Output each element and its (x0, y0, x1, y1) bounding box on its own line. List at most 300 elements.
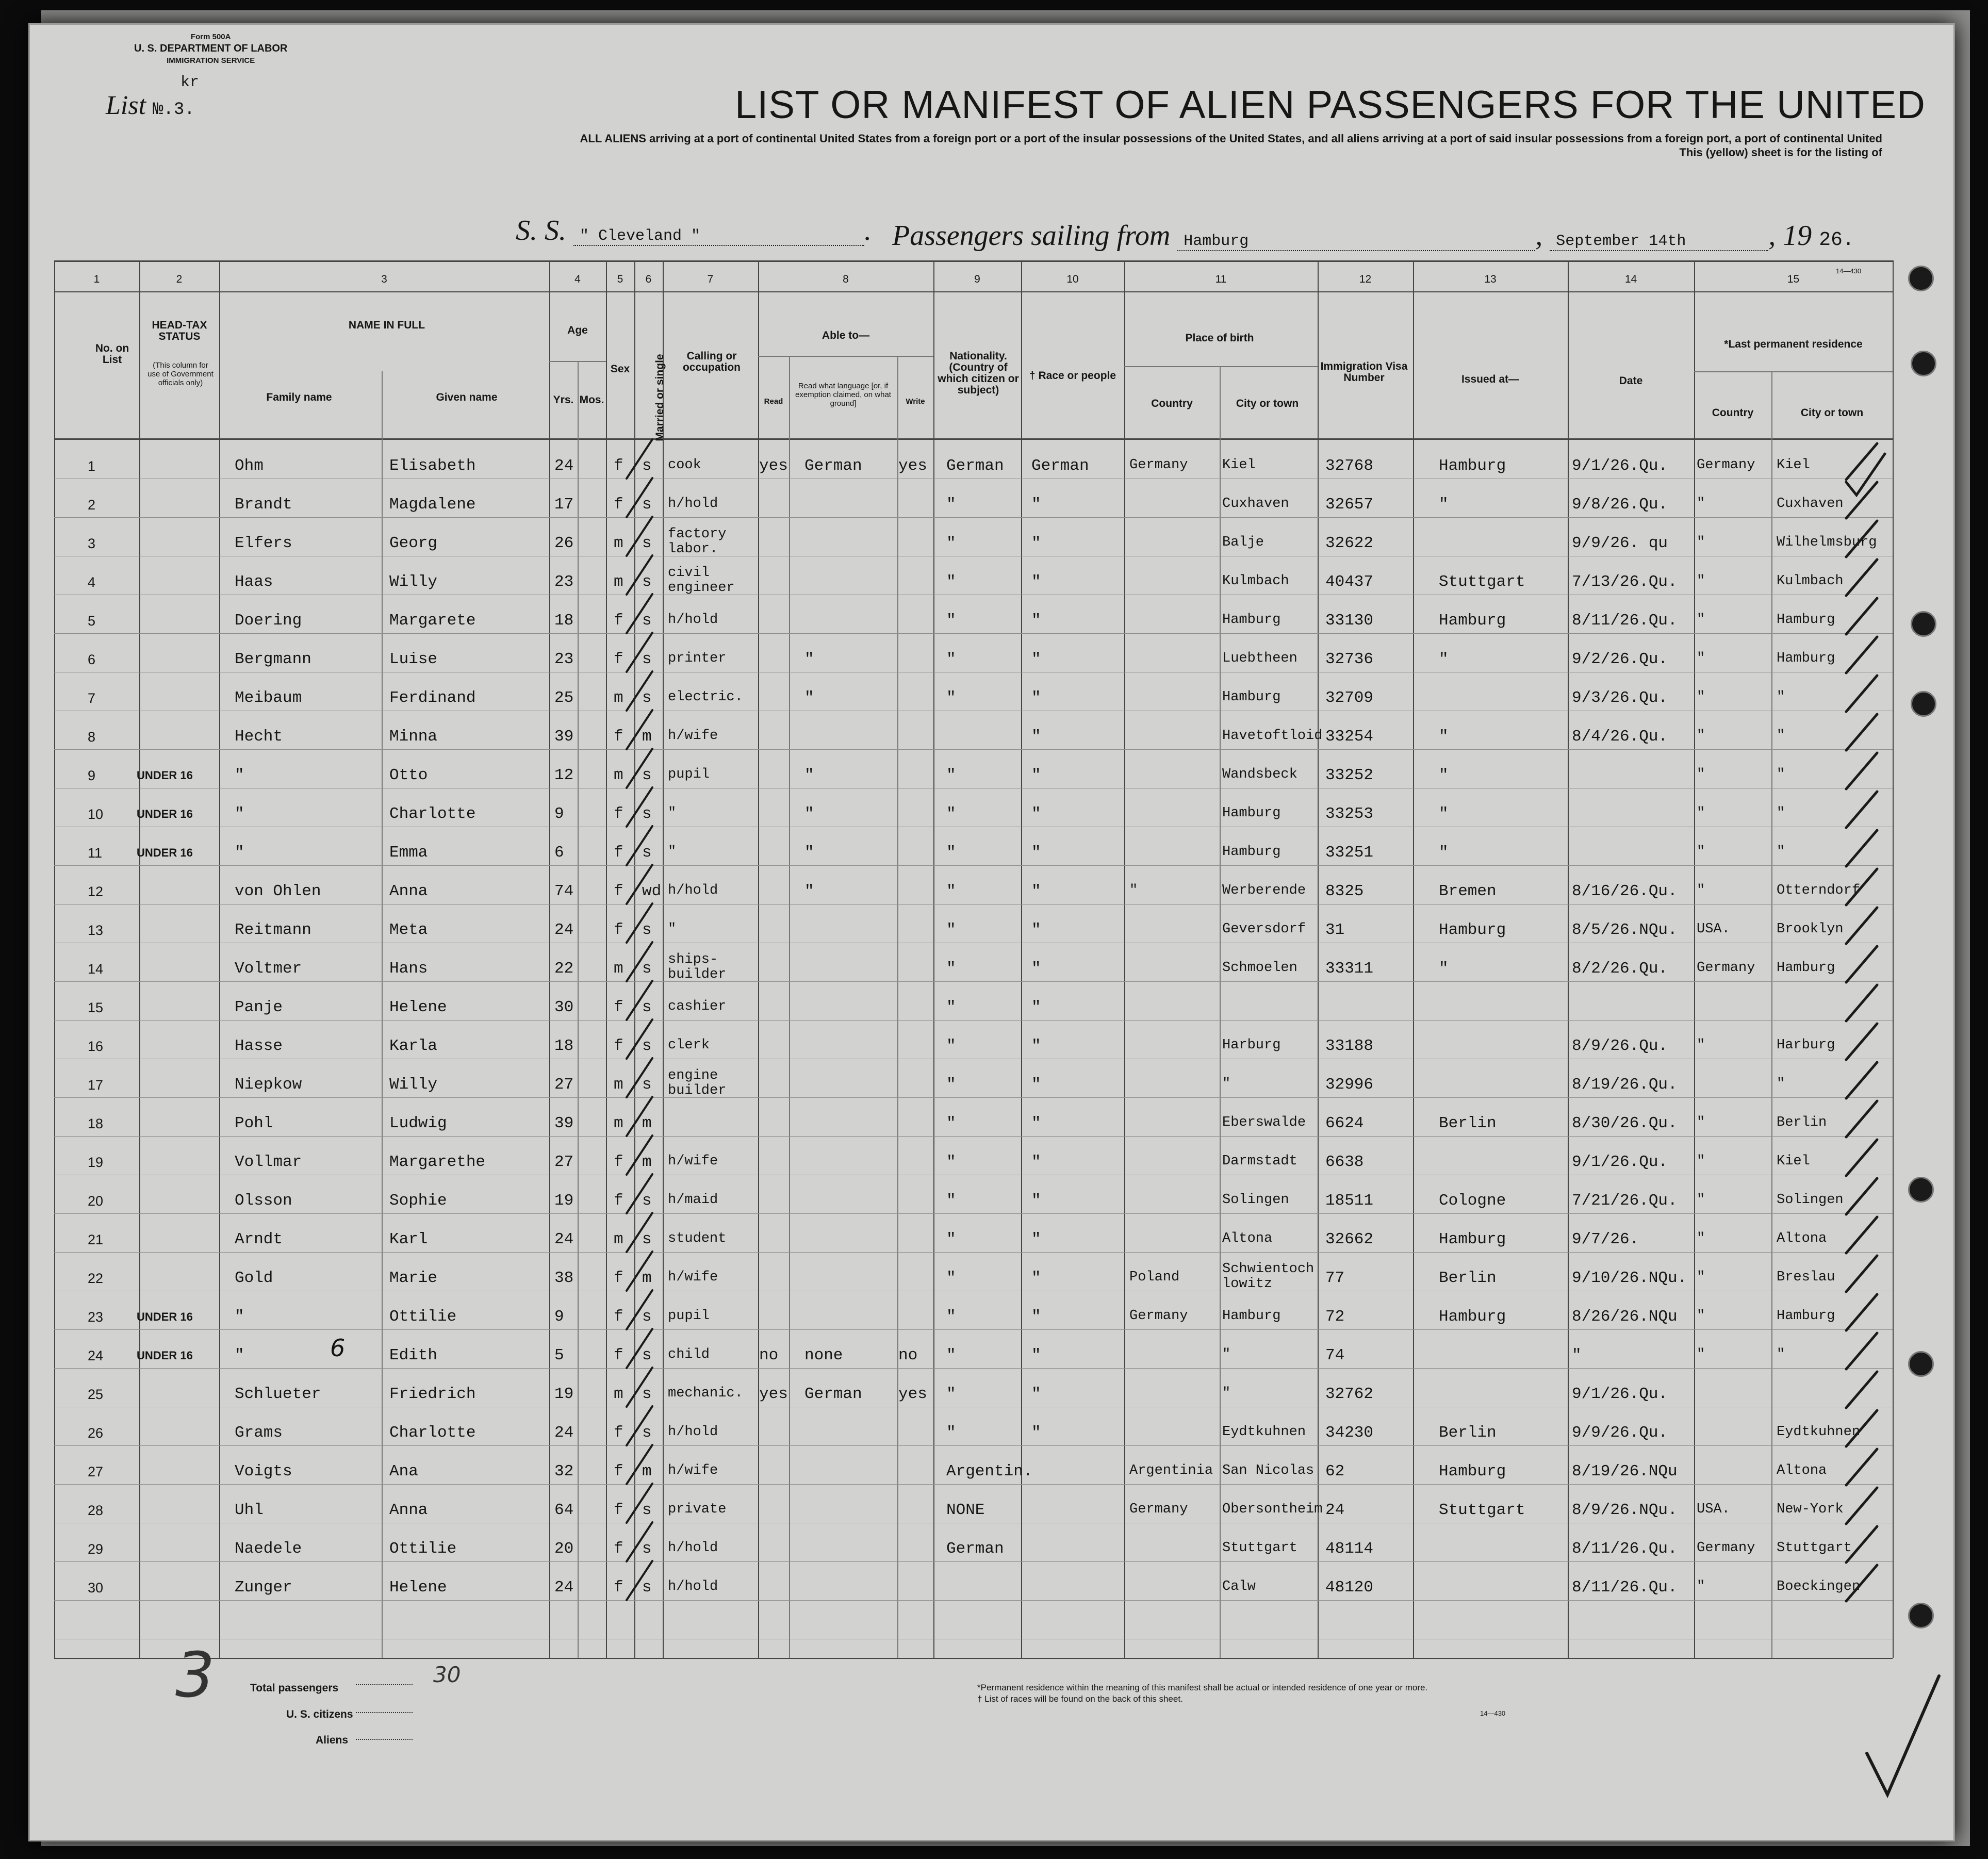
family-name: Voigts (235, 1462, 292, 1480)
residence-country: " (1697, 1347, 1705, 1362)
occupation: engine builder (668, 1068, 727, 1098)
sex: f (614, 1192, 623, 1210)
given-name: Ferdinand (389, 689, 476, 707)
given-name: Magdalene (389, 496, 476, 514)
age-years: 9 (554, 1308, 564, 1326)
age-years: 17 (554, 496, 574, 514)
hdr-birth-country: Country (1151, 398, 1193, 409)
occupation: h/wife (668, 1154, 718, 1169)
birth-city: Hamburg (1222, 689, 1281, 705)
row-number: 16 (88, 1039, 104, 1054)
issued-at: Berlin (1439, 1114, 1497, 1132)
visa-number: 32657 (1325, 496, 1374, 514)
read-language: " (804, 689, 814, 707)
visa-number: 32996 (1325, 1076, 1374, 1094)
residence-country: " (1697, 1308, 1705, 1324)
given-name: Anna (389, 882, 428, 900)
issued-at: Berlin (1439, 1269, 1497, 1287)
race: " (1031, 766, 1041, 784)
hdr-res-country: Country (1712, 407, 1754, 419)
residence-city: Otterndorf (1777, 883, 1861, 898)
row-number: 8 (88, 729, 96, 745)
birth-city: Werberende (1222, 883, 1306, 898)
row-number: 23 (88, 1309, 104, 1325)
visa-date: 8/4/26.Qu. (1572, 728, 1668, 746)
sex: m (614, 1230, 623, 1248)
visa-date: 8/19/26.NQu (1572, 1462, 1678, 1480)
nationality: " (946, 1037, 956, 1055)
age-mark: 6 (330, 1334, 346, 1362)
nationality: " (946, 882, 956, 900)
occupation: pupil (668, 1308, 710, 1324)
marital-status: s (642, 650, 652, 668)
note-races: † List of races will be found on the back of this sheet. (977, 1694, 1183, 1704)
issued-at: " (1439, 728, 1449, 746)
hdr-age: Age (567, 324, 588, 336)
residence-country: USA. (1697, 1502, 1730, 1517)
nationality: " (946, 921, 956, 939)
race: " (1031, 534, 1041, 552)
occupation: printer (668, 651, 727, 666)
hdr-no-on-list: No. on List (95, 342, 129, 366)
birth-country: " (1129, 883, 1138, 898)
check-mark (1846, 1024, 1877, 1060)
sex: m (614, 573, 623, 591)
occupation: mechanic. (668, 1386, 743, 1401)
age-years: 9 (554, 805, 564, 823)
issued-at: Stuttgart (1439, 573, 1525, 591)
row-number: 18 (88, 1116, 104, 1131)
birth-city: Schmoelen (1222, 960, 1297, 976)
age-years: 39 (554, 1114, 574, 1132)
form-number: Form 500A (190, 32, 231, 41)
read-language: German (804, 1385, 862, 1403)
family-name: Haas (235, 573, 273, 591)
residence-city: Altona (1777, 1231, 1827, 1246)
issued-at: " (1439, 960, 1449, 978)
residence-country: " (1697, 535, 1705, 550)
sex: m (614, 960, 623, 978)
column-number: 1 (93, 273, 100, 285)
check-mark (627, 1136, 652, 1175)
row-number: 7 (88, 690, 96, 706)
family-name: Reitmann (235, 921, 311, 939)
residence-city: Stuttgart (1777, 1540, 1852, 1556)
can-read: yes (759, 1385, 788, 1403)
row-number: 14 (88, 961, 104, 977)
nationality: " (946, 534, 956, 552)
race: " (1031, 1076, 1041, 1094)
residence-city: Brooklyn (1777, 922, 1844, 937)
nationality: " (946, 960, 956, 978)
given-name: Ottilie (389, 1540, 457, 1558)
issued-at: Berlin (1439, 1424, 1497, 1442)
hdr-date: Date (1619, 375, 1643, 387)
occupation: pupil (668, 767, 710, 782)
occupation: h/wife (668, 1270, 718, 1285)
sex: f (614, 844, 623, 862)
residence-city: " (1777, 1347, 1785, 1362)
hdr-yrs: Yrs. (553, 394, 574, 406)
nationality: " (946, 805, 956, 823)
residence-country: " (1697, 1154, 1705, 1169)
race: " (1031, 844, 1041, 862)
family-name: Voltmer (235, 960, 302, 978)
check-mark (1846, 1178, 1877, 1214)
birth-country: Germany (1129, 1308, 1188, 1324)
sex: f (614, 1462, 623, 1480)
form-code-top: 14—430 (1836, 267, 1862, 275)
visa-date: 8/11/26.Qu. (1572, 1578, 1678, 1597)
marital-status: wd (642, 882, 662, 900)
check-mark (1846, 598, 1877, 634)
residence-city: Kiel (1777, 1154, 1810, 1169)
given-name: Karla (389, 1037, 438, 1055)
given-name: Edith (389, 1346, 438, 1364)
check-mark (627, 710, 652, 749)
sex: m (614, 1385, 623, 1403)
can-read: yes (759, 457, 788, 475)
visa-number: 31 (1325, 921, 1345, 939)
given-name: Margarethe (389, 1153, 486, 1171)
residence-country: " (1697, 496, 1705, 512)
birth-city: Hamburg (1222, 1308, 1281, 1324)
residence-city: Harburg (1777, 1038, 1835, 1053)
check-mark (1846, 637, 1877, 673)
race: " (1031, 573, 1041, 591)
sex: f (614, 457, 623, 475)
residence-country: " (1697, 728, 1705, 744)
visa-date: 9/1/26.Qu. (1572, 457, 1668, 475)
visa-date: 8/5/26.NQu. (1572, 921, 1678, 939)
birth-city: Obersontheim (1222, 1502, 1323, 1517)
visa-number: 62 (1325, 1462, 1345, 1480)
visa-number: 33251 (1325, 844, 1374, 862)
check-mark (627, 1522, 652, 1561)
occupation: h/maid (668, 1192, 718, 1208)
side-mark: 3 (175, 1640, 215, 1712)
age-years: 74 (554, 882, 574, 900)
residence-city: " (1777, 689, 1785, 705)
sex: f (614, 650, 623, 668)
row-number: 27 (88, 1464, 104, 1479)
residence-country: " (1697, 1115, 1705, 1130)
visa-date: 8/16/26.Qu. (1572, 882, 1678, 900)
nationality: German (946, 1540, 1004, 1558)
visa-date: 9/8/26.Qu. (1572, 496, 1668, 514)
check-mark (1846, 1372, 1877, 1408)
can-write: yes (898, 1385, 927, 1403)
residence-city: Solingen (1777, 1192, 1844, 1208)
marital-status: s (642, 1385, 652, 1403)
year-suffix: 26. (1819, 229, 1854, 251)
residence-country: Germany (1697, 1540, 1755, 1556)
marital-status: s (642, 612, 652, 630)
issued-at: " (1439, 844, 1449, 862)
family-name: Naedele (235, 1540, 302, 1558)
read-language: " (804, 844, 814, 862)
marital-status: s (642, 844, 652, 862)
check-mark (1846, 1062, 1877, 1098)
race: " (1031, 650, 1041, 668)
row-number: 17 (88, 1077, 104, 1093)
read-language: none (804, 1346, 843, 1364)
nationality: " (946, 1308, 956, 1326)
race: " (1031, 1114, 1041, 1132)
family-name: Panje (235, 998, 283, 1016)
nationality: " (946, 1153, 956, 1171)
marital-status: s (642, 1308, 652, 1326)
residence-city: Eydtkuhnen (1777, 1424, 1861, 1440)
sex: f (614, 998, 623, 1016)
check-mark (1846, 1256, 1877, 1292)
race: " (1031, 960, 1041, 978)
residence-city: " (1777, 805, 1785, 821)
given-name: Georg (389, 534, 438, 552)
check-mark (627, 1058, 652, 1097)
head-tax-status: UNDER 16 (137, 846, 193, 859)
visa-number: 32662 (1325, 1230, 1374, 1248)
check-mark (627, 1174, 652, 1213)
hdr-place-of-birth: Place of birth (1185, 332, 1254, 344)
given-name: Ana (389, 1462, 418, 1480)
port: Hamburg (1177, 233, 1535, 251)
marital-status: s (642, 1346, 652, 1364)
marital-status: s (642, 960, 652, 978)
marital-status: m (642, 1462, 652, 1480)
marital-status: s (642, 1578, 652, 1597)
occupation: ships-builder (668, 952, 727, 982)
visa-date: 9/10/26.NQu. (1572, 1269, 1687, 1287)
visa-date: " (1572, 1346, 1582, 1364)
check-mark (1846, 792, 1877, 828)
race: " (1031, 689, 1041, 707)
sex: f (614, 1424, 623, 1442)
residence-city: Hamburg (1777, 612, 1835, 628)
marital-status: s (642, 921, 652, 939)
race: " (1031, 805, 1041, 823)
aliens-label: Aliens (316, 1734, 349, 1746)
visa-date: 9/3/26.Qu. (1572, 689, 1668, 707)
issued-at: Hamburg (1439, 1230, 1506, 1248)
check-mark (1846, 1449, 1877, 1485)
birth-city: Balje (1222, 535, 1264, 550)
occupation: " (668, 805, 677, 821)
nationality: German (946, 457, 1004, 475)
visa-number: 48120 (1325, 1578, 1374, 1597)
issued-at: Hamburg (1439, 612, 1506, 630)
can-read: no (759, 1346, 779, 1364)
nationality: " (946, 1424, 956, 1442)
marital-status: m (642, 728, 652, 746)
row-number: 19 (88, 1155, 104, 1170)
nationality: " (946, 573, 956, 591)
lead-line-1: ALL ALIENS arriving at a port of continental United States from a foreign port or a port of the insular possessions of the United States, and all aliens arriving at a port of said insular possessions from a foreign port, a port of continental United (580, 132, 1882, 145)
nationality: " (946, 1192, 956, 1210)
race: " (1031, 1037, 1041, 1055)
list-no-value: 3. (173, 100, 195, 120)
column-number: 11 (1215, 273, 1227, 285)
row-number: 4 (88, 574, 96, 590)
row-number: 22 (88, 1271, 104, 1286)
visa-number: 32622 (1325, 534, 1374, 552)
given-name: Luise (389, 650, 438, 668)
visa-number: 33130 (1325, 612, 1374, 630)
visa-number: 33252 (1325, 766, 1374, 784)
race: " (1031, 921, 1041, 939)
visa-number: 32762 (1325, 1385, 1374, 1403)
family-name: Pohl (235, 1114, 273, 1132)
visa-date: 8/11/26.Qu. (1572, 1540, 1678, 1558)
birth-city: Havetoftloid (1222, 728, 1323, 744)
issued-at: Hamburg (1439, 457, 1506, 475)
visa-date: 9/9/26.Qu. (1572, 1424, 1668, 1442)
age-years: 23 (554, 573, 574, 591)
check-mark (627, 981, 652, 1020)
given-name: Margarete (389, 612, 476, 630)
given-name: Charlotte (389, 805, 476, 823)
visa-date: 8/19/26.Qu. (1572, 1076, 1678, 1094)
lead-line-2: This (yellow) sheet is for the listing of (1679, 146, 1882, 159)
family-name: Brandt (235, 496, 292, 514)
marital-status: s (642, 689, 652, 707)
visa-number: 74 (1325, 1346, 1345, 1364)
visa-date: 9/1/26.Qu. (1572, 1385, 1668, 1403)
birth-country: Poland (1129, 1270, 1180, 1285)
nationality: " (946, 766, 956, 784)
birth-city: " (1222, 1347, 1231, 1362)
total-passengers-label: Total passengers (250, 1682, 339, 1694)
issued-at: Cologne (1439, 1192, 1506, 1210)
row-number: 15 (88, 1000, 104, 1015)
visa-date: 9/2/26.Qu. (1572, 650, 1668, 668)
residence-city: Breslau (1777, 1270, 1835, 1285)
check-mark (627, 787, 652, 827)
marital-status: s (642, 805, 652, 823)
residence-city: Kulmbach (1777, 573, 1844, 589)
check-mark (627, 478, 652, 517)
birth-city: San Nicolas (1222, 1463, 1315, 1478)
form-code-bottom: 14—430 (1480, 1709, 1506, 1717)
visa-number: 48114 (1325, 1540, 1374, 1558)
marital-status: s (642, 766, 652, 784)
visa-date: 8/11/26.Qu. (1572, 612, 1678, 630)
hdr-married: Married or single (654, 354, 666, 441)
occupation: child (668, 1347, 710, 1362)
family-name: Ohm (235, 457, 264, 475)
residence-city: Wilhelmsburg (1777, 535, 1877, 550)
visa-number: 8325 (1325, 882, 1364, 900)
check-mark (627, 633, 652, 672)
given-name: Emma (389, 844, 428, 862)
race: " (1031, 998, 1041, 1016)
check-mark (627, 1329, 652, 1368)
age-years: 26 (554, 534, 574, 552)
hdr-read: Read (764, 397, 783, 406)
row-number: 30 (88, 1580, 104, 1595)
residence-country: " (1697, 1579, 1705, 1594)
visa-number: 33311 (1325, 960, 1374, 978)
visa-date: 7/13/26.Qu. (1572, 573, 1678, 591)
age-years: 22 (554, 960, 574, 978)
sex: f (614, 612, 623, 630)
sex: f (614, 1501, 623, 1519)
check-mark (1846, 1488, 1877, 1524)
visa-number: 32709 (1325, 689, 1374, 707)
birth-city: Geversdorf (1222, 922, 1306, 937)
marital-status: s (642, 1501, 652, 1519)
occupation: h/hold (668, 1579, 718, 1594)
check-mark (627, 1097, 652, 1136)
nationality: " (946, 1230, 956, 1248)
visa-number: 24 (1325, 1501, 1345, 1519)
occupation: civil engineer (668, 565, 735, 596)
sex: f (614, 1269, 623, 1287)
residence-country: USA. (1697, 922, 1730, 937)
marital-status: s (642, 1076, 652, 1094)
residence-city: Hamburg (1777, 651, 1835, 666)
row-number: 12 (88, 884, 104, 899)
marital-status: m (642, 1114, 652, 1132)
marital-status: s (642, 1037, 652, 1055)
check-mark (627, 942, 652, 981)
hdr-mos: Mos. (579, 394, 604, 406)
read-language: German (804, 457, 862, 475)
residence-country: Germany (1697, 457, 1755, 473)
sex: f (614, 1540, 623, 1558)
column-number: 10 (1066, 273, 1079, 285)
occupation: h/hold (668, 1424, 718, 1440)
age-years: 24 (554, 1424, 574, 1442)
given-name: Charlotte (389, 1424, 476, 1442)
race: " (1031, 1230, 1041, 1248)
residence-country: " (1697, 883, 1705, 898)
page-title: LIST OR MANIFEST OF ALIEN PASSENGERS FOR THE UNITED (735, 83, 1926, 127)
occupation: clerk (668, 1038, 710, 1053)
column-number: 3 (381, 273, 387, 285)
row-number: 20 (88, 1193, 104, 1209)
nationality: " (946, 650, 956, 668)
sex: m (614, 534, 623, 552)
occupation: h/hold (668, 496, 718, 512)
check-mark (627, 1484, 652, 1523)
row-number: 25 (88, 1387, 104, 1402)
check-mark (1846, 714, 1877, 750)
family-name: " (235, 766, 244, 784)
race: " (1031, 612, 1041, 630)
check-mark (627, 749, 652, 788)
row-number: 13 (88, 923, 104, 938)
ship-name: " Cleveland " (573, 227, 864, 246)
visa-number: 33253 (1325, 805, 1374, 823)
column-number: 6 (645, 273, 652, 285)
family-name: Gold (235, 1269, 273, 1287)
residence-city: New-York (1777, 1502, 1844, 1517)
race: " (1031, 1346, 1041, 1364)
check-mark (627, 865, 652, 904)
visa-date: 8/9/26.NQu. (1572, 1501, 1678, 1519)
age-years: 25 (554, 689, 574, 707)
hdr-last-residence: *Last permanent residence (1724, 338, 1863, 350)
birth-city: Stuttgart (1222, 1540, 1297, 1556)
residence-country: " (1697, 805, 1705, 821)
race: " (1031, 1308, 1041, 1326)
row-number: 2 (88, 497, 96, 513)
column-number: 14 (1624, 273, 1637, 285)
check-mark (627, 555, 652, 595)
occupation: cashier (668, 999, 727, 1014)
row-number: 1 (88, 458, 96, 474)
